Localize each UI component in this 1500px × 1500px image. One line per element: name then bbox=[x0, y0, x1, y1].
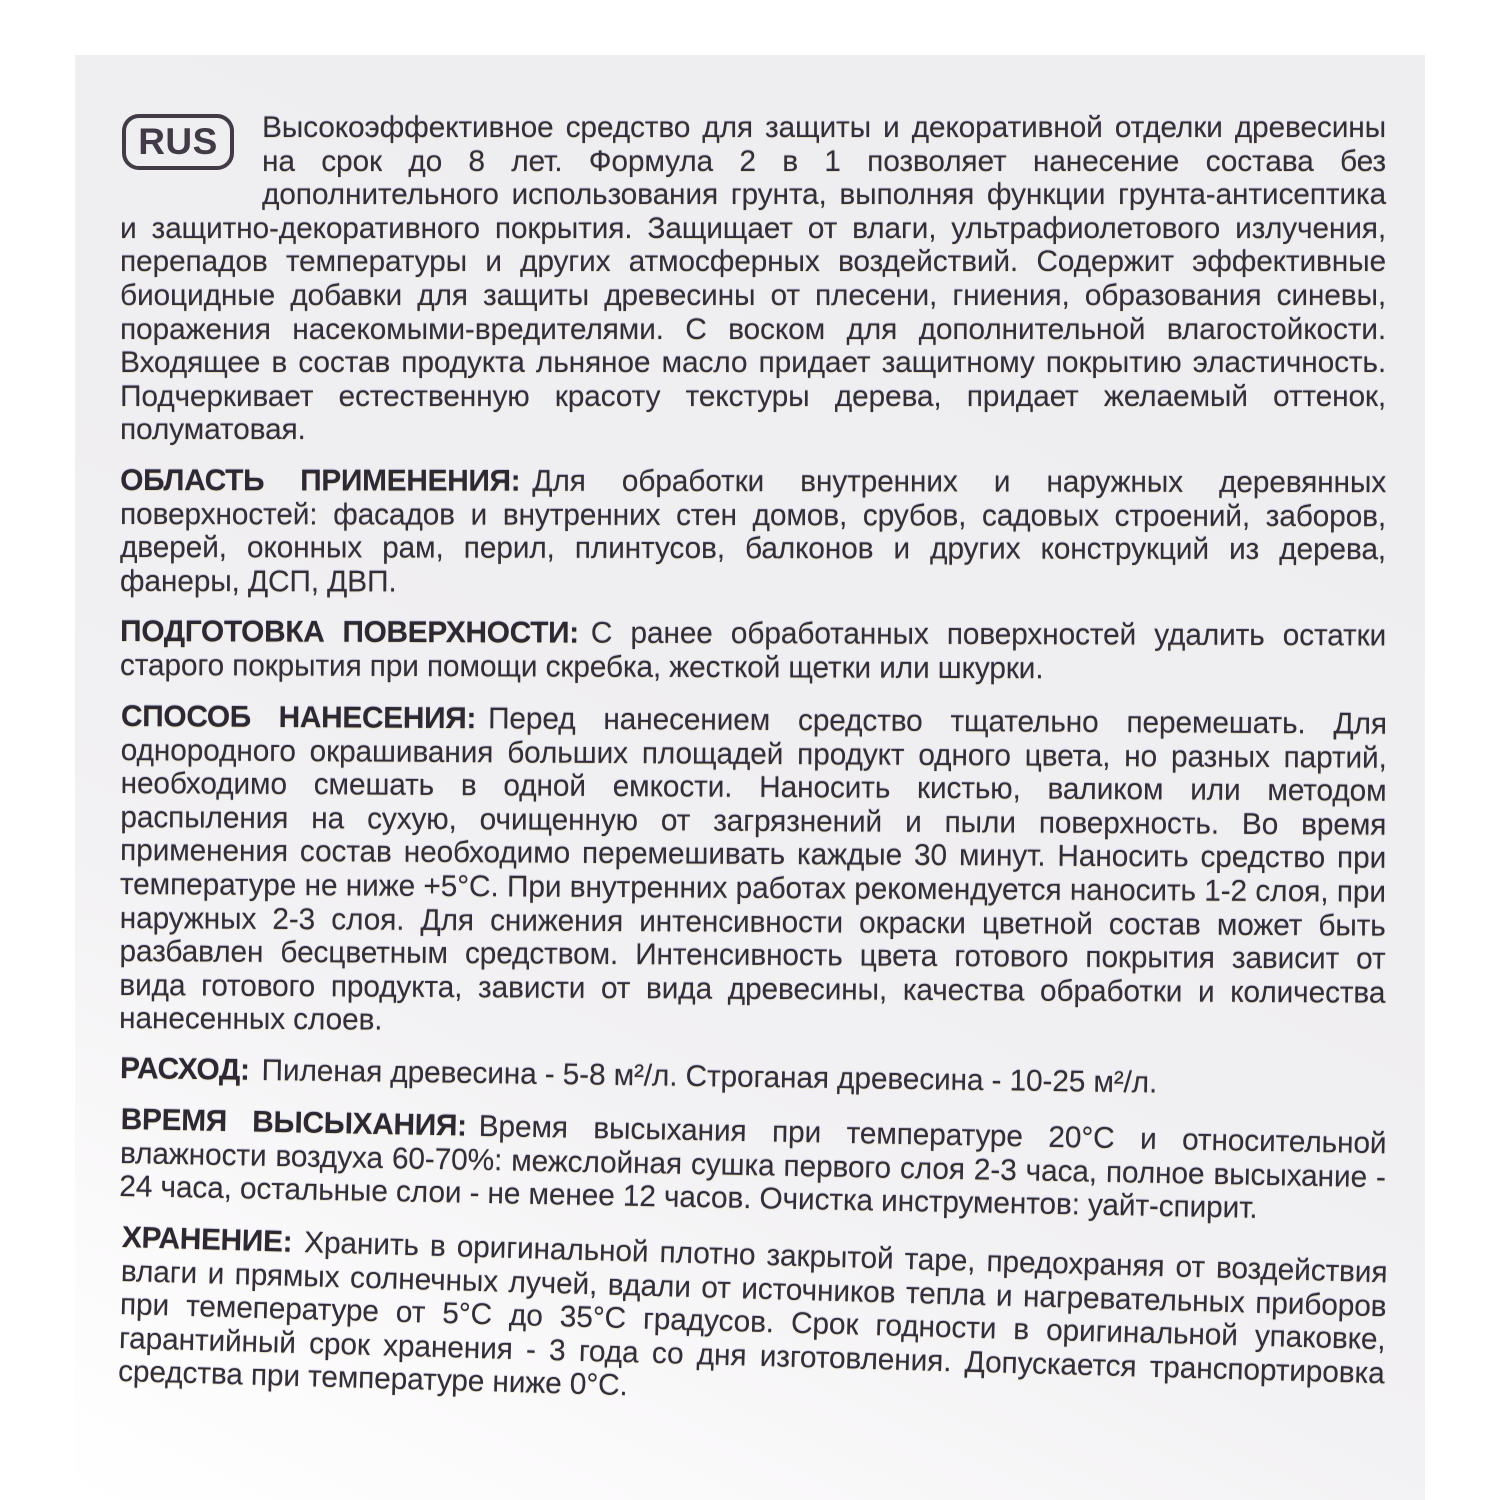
section-consumption bbox=[120, 1052, 1386, 1103]
section-application-method bbox=[119, 700, 1387, 1044]
section-body-surface-preparation: С ранее обработанных поверхностей удалить остатки старого покрытия при помощи скребка, жесткой щетки или шкурки. bbox=[119, 616, 1387, 686]
section-surface-preparation bbox=[120, 615, 1386, 687]
section-body-application-method: Перед нанесением средство тщательно перемешать. Для однородного окрашивания больших площадей продукт одного цвета, но разных партий, необходимо смешать в одной емкости. Наносить кистью, валиком или методом распыления на сухую, очищенную от загрязнений и пыли поверхность. Во время применения состав необходимо перемешивать каждые 30 минут. Наносить средство при температуре не ниже +5°С. При внутренних работах рекомендуется наносить 1-2 слоя, при наружных 2-3 слоя. Для снижения интенсивности окраски цветной состав может быть разбавлен бесцветным средством. Интенсивность цвета готового покрытия зависит от вида готового продукта, зависти от вида древесины, качества обработки и количества нанесенных слоев. bbox=[118, 701, 1388, 1037]
section-body-application-area: Для обработки внутренних и наружных деревянных поверхностей: фасадов и внутренних стен домов, срубов, садовых строений, заборов, дверей, оконных рам, перил, плинтусов, балконов и других конструкций из дерева, фанеры, ДСП, ДВП. bbox=[119, 464, 1387, 599]
section-heading-drying-time: ВРЕМЯ ВЫСЫХАНИЯ: bbox=[120, 1103, 467, 1143]
section-body-consumption: Пиленая древесина - 5-8 м²/л. Строганая древесина - 10-25 м²/л. bbox=[261, 1054, 1158, 1100]
rus-badge-label: RUS bbox=[138, 121, 218, 163]
section-heading-application-method: СПОСОБ НАНЕСЕНИЯ: bbox=[120, 699, 477, 735]
section-heading-surface-preparation: ПОДГОТОВКА ПОВЕРХНОСТИ: bbox=[120, 615, 579, 650]
section-body-storage: Хранить в оригинальной плотно закрытой таре, предохраняя от воздействия влаги и прямых солнечных лучей, вдали от источников тепла и нагревательных приборов при темепературе от 5°С до 35°С градусов. Срок годности в оригинальной упаковке, гарантийный срок хранения - 3 года со дня изготовления. Допускается транспортировка средства при температуре ниже 0°С. bbox=[117, 1225, 1388, 1403]
label-text-content bbox=[117, 111, 1388, 1403]
section-body-drying-time: Время высыхания при температуре 20°С и относительной влажности воздуха 60-70%: межслойная сушка первого слоя 2-3 часа, полное высыхание - 24 часа, остальные слои - не менее 12 часов. Очистка инструментов: уайт-спирит. bbox=[119, 1109, 1387, 1226]
product-label bbox=[75, 55, 1425, 1500]
section-drying-time bbox=[119, 1103, 1387, 1228]
intro-paragraph bbox=[120, 111, 1386, 447]
section-storage bbox=[118, 1221, 1388, 1424]
section-application-area bbox=[120, 464, 1386, 601]
section-heading-storage: ХРАНЕНИЕ: bbox=[121, 1220, 293, 1259]
section-heading-application-area: ОБЛАСТЬ ПРИМЕНЕНИЯ: bbox=[120, 463, 521, 498]
rus-language-badge bbox=[122, 114, 234, 170]
intro-text: Высокоэффективное средство для защиты и декоративной отделки древесины на срок до 8 лет. Формула 2 в 1 позволяет нанесение состава без дополнительного использования грунта, выполняя функции грунта-антисептика и защитно-декоративного покрытия. Защищает от влаги, ультрафиолетового излучения, перепадов температуры и других атмосферных воздействий. Содержит эффективные биоцидные добавки для защиты древесины от плесени, гниения, образования синевы, поражения насекомыми-вредителями. С воском для дополнительной влагостойкости. Входящее в состав продукта льняное масло придает защитному покрытию эластичность. Подчеркивает естественную красоту текстуры дерева, придает желаемый оттенок, полуматовая. bbox=[120, 111, 1386, 447]
section-heading-consumption: РАСХОД: bbox=[119, 1052, 250, 1088]
